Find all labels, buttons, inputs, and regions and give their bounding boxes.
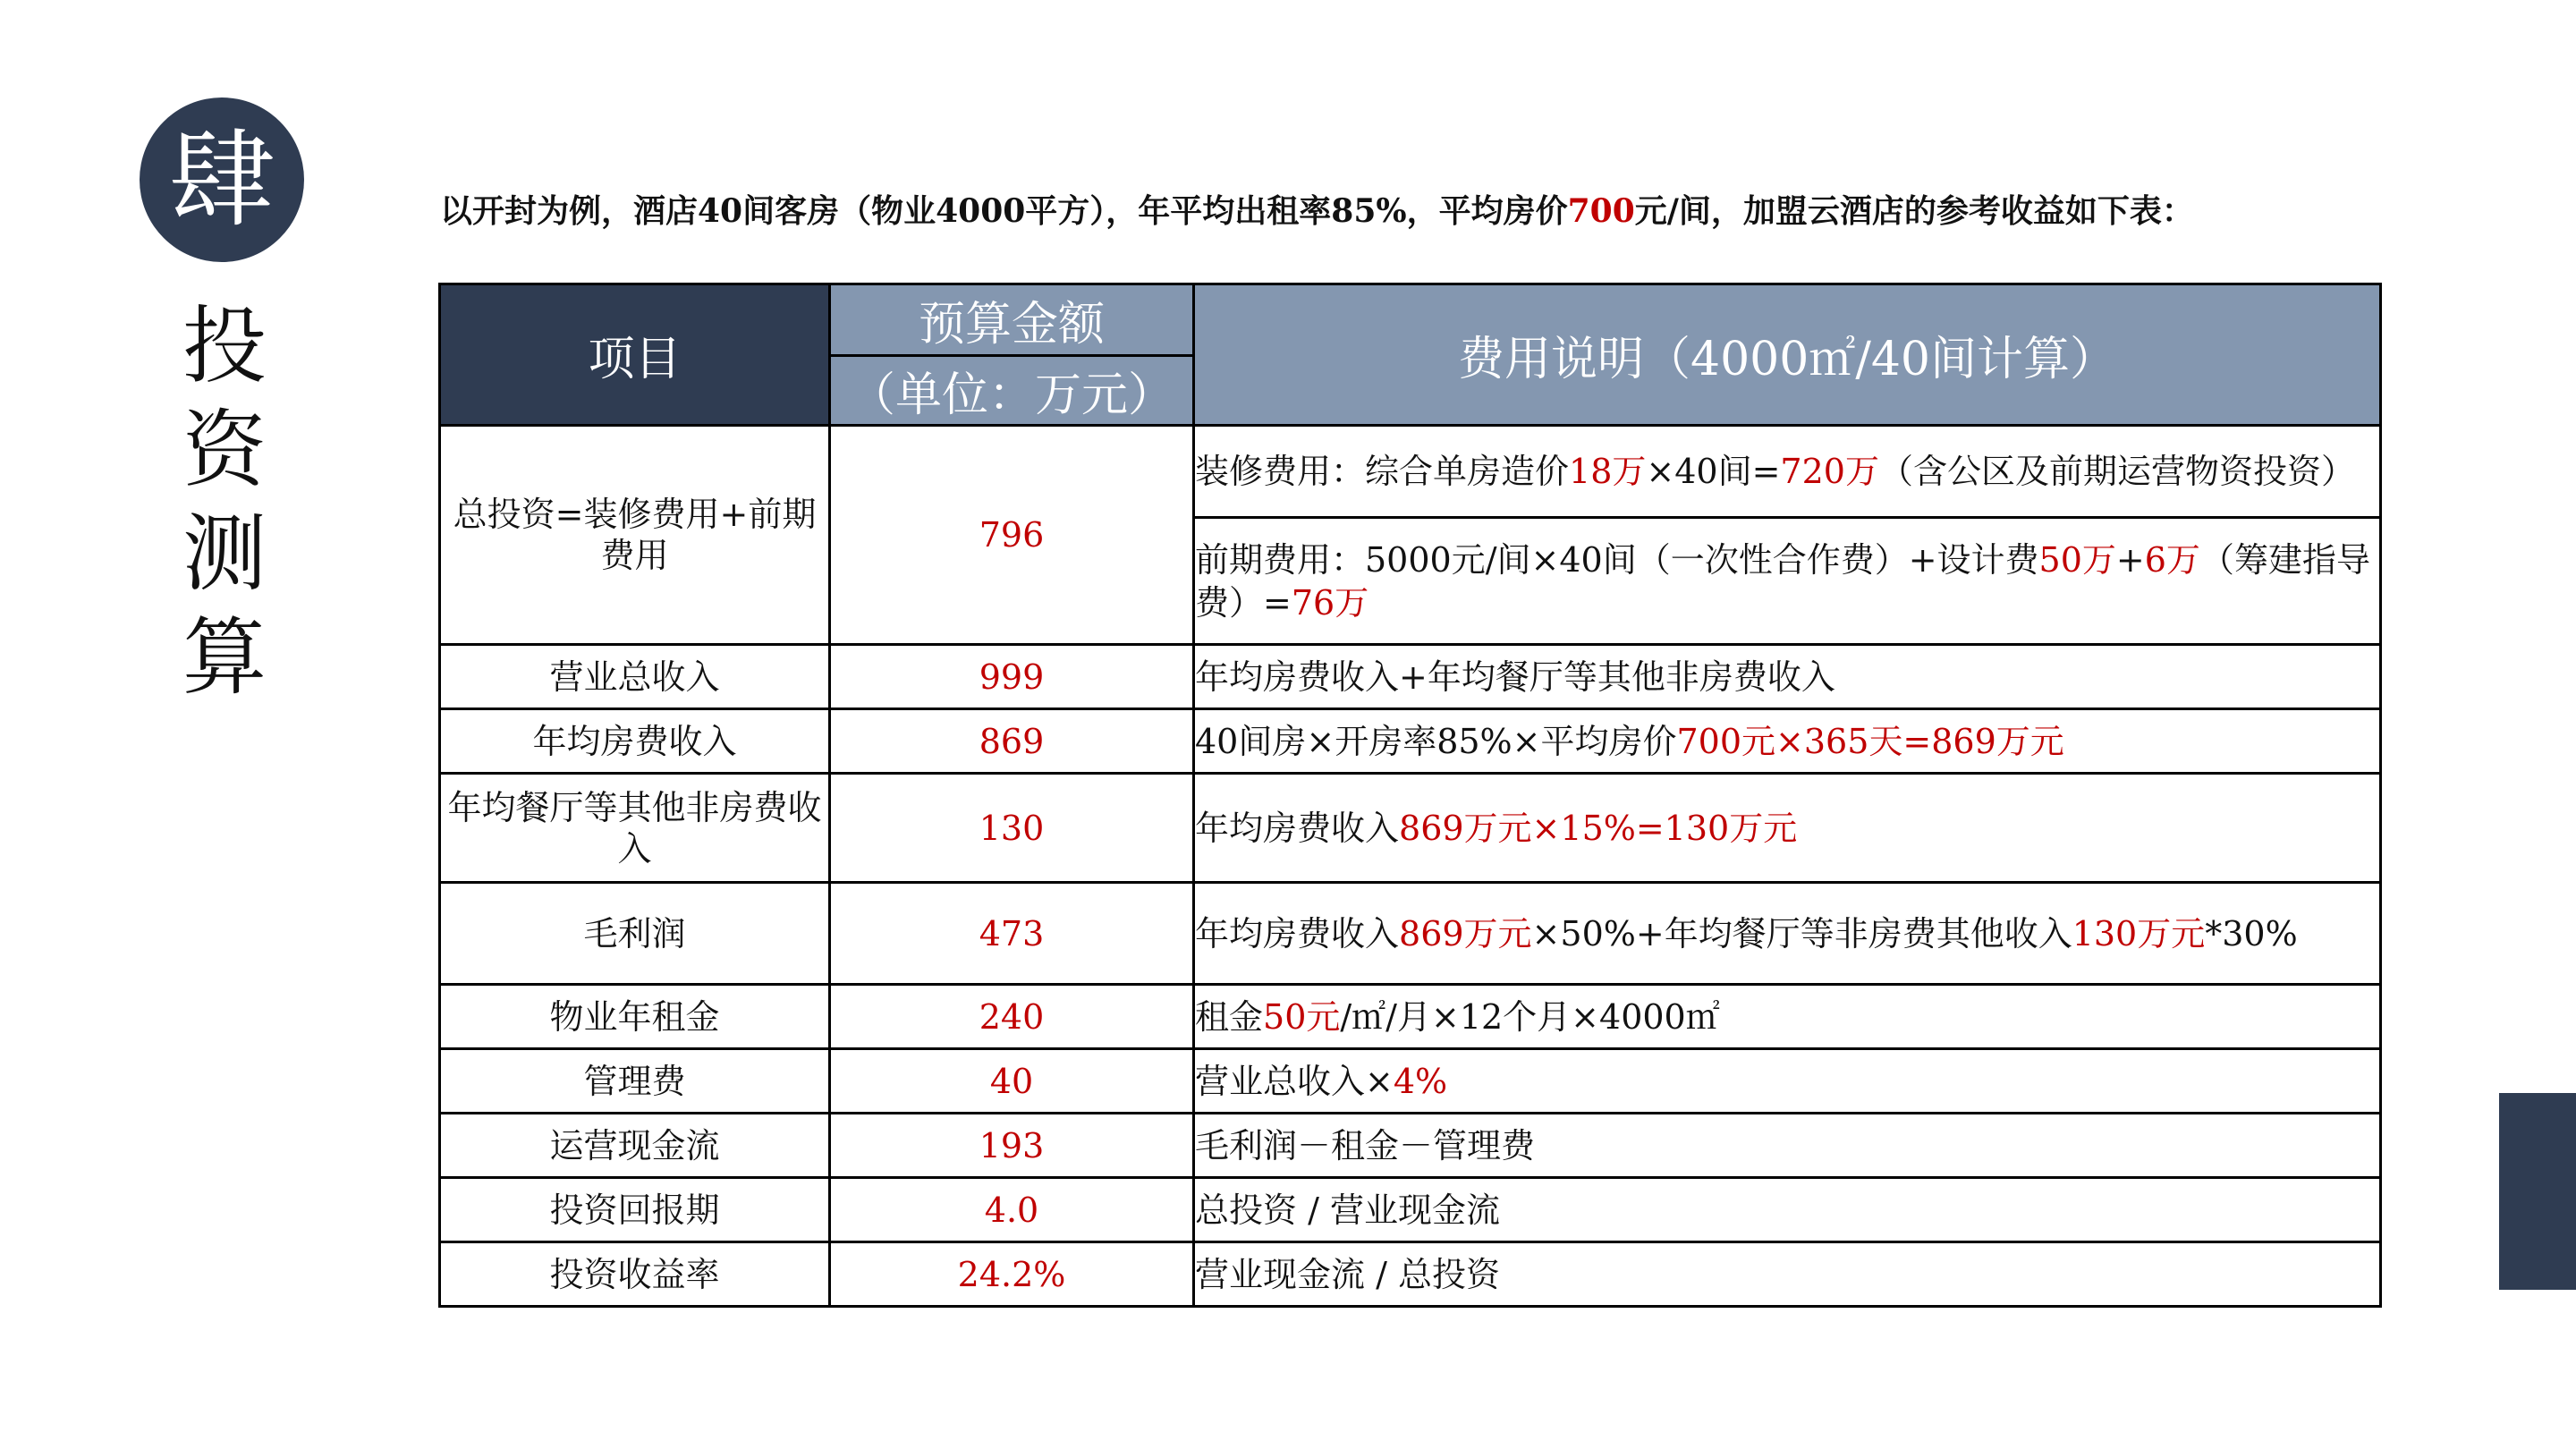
row-budget-value: 4.0 [830,1178,1194,1242]
row-budget-value: 193 [830,1114,1194,1178]
desc-run-highlight: 50元 [1263,996,1341,1037]
row-item-label: 年均餐厅等其他非房费收入 [440,774,830,883]
desc-run-text: 营业现金流 / 总投资 [1195,1254,1500,1294]
intro-run-highlight: 700 [1567,192,1635,230]
row-item-label: 管理费 [440,1049,830,1114]
desc-run-text: ×50%+年均餐厅等非房费其他收入 [1531,913,2072,953]
desc-run-highlight: 700元×365天=869万元 [1676,721,2064,761]
desc-run-text: 毛利润－租金－管理费 [1195,1125,1536,1165]
row-item-label: 投资回报期 [440,1178,830,1242]
desc-run-highlight: 50万 [2038,539,2116,580]
row-item-label: 年均房费收入 [440,709,830,774]
desc-run-text: 营业总收入× [1195,1061,1394,1101]
desc-run-highlight: 76万 [1291,582,1369,623]
row-description [1194,985,2381,1049]
side-title-char: 投 [182,298,267,395]
budget-table [438,283,2382,1308]
intro-text [440,188,2444,234]
desc-run-highlight: 4% [1393,1061,1448,1101]
row-item-label: 毛利润 [440,883,830,985]
row-description [1194,518,2381,645]
desc-run-text: 总投资 / 营业现金流 [1195,1190,1500,1230]
table-row [440,709,2381,774]
table-row [440,1178,2381,1242]
row-description [1194,645,2381,709]
desc-run-text: 年均房费收入 [1195,808,1400,848]
side-title [175,295,274,710]
table-row [440,774,2381,883]
intro-run-text: 以开封为例，酒店40间客房（物业4000平方），年平均出租率85%，平均房价 [440,192,1568,230]
row-budget-value: 796 [830,426,1194,645]
desc-run-highlight: 869万元 [1399,913,1532,953]
row-item-label: 物业年租金 [440,985,830,1049]
row-description [1194,883,2381,985]
desc-run-highlight: 130万元 [2072,913,2206,953]
table-row [440,1114,2381,1178]
row-description [1194,426,2381,518]
header-budget: 预算金额 [830,284,1194,356]
table-row [440,426,2381,518]
row-budget-value: 240 [830,985,1194,1049]
desc-run-text: ×40间= [1646,452,1781,491]
row-budget-value: 869 [830,709,1194,774]
table-row [440,1242,2381,1307]
desc-run-highlight: 720万 [1780,452,1879,491]
side-title-char: 测 [182,505,267,603]
row-budget-value: 130 [830,774,1194,883]
desc-run-text: *30% [2205,913,2298,953]
desc-run-text: 40间房×开房率85%×平均房价 [1195,721,1677,761]
row-description [1194,774,2381,883]
row-budget-value: 24.2% [830,1242,1194,1307]
header-unit: （单位：万元） [830,356,1194,426]
corner-accent-block [2499,1093,2576,1290]
desc-run-text: 装修费用：综合单房造价 [1195,452,1570,491]
desc-run-text: 租金 [1195,996,1264,1037]
row-budget-value: 473 [830,883,1194,985]
desc-run-text: 年均房费收入 [1195,913,1400,953]
header-description: 费用说明（4000㎡/40间计算） [1194,284,2381,426]
row-description [1194,1049,2381,1114]
row-item-label: 投资收益率 [440,1242,830,1307]
row-budget-value: 999 [830,645,1194,709]
row-description [1194,1242,2381,1307]
section-badge [140,97,304,262]
row-item-label: 总投资=装修费用+前期费用 [440,426,830,645]
desc-run-highlight: 6万 [2144,539,2200,580]
desc-run-text: 前期费用：5000元/间×40间（一次性合作费）+设计费 [1195,539,2039,580]
desc-run-text: /㎡/月×12个月×4000㎡ [1340,996,1720,1037]
intro-run-text: 元/间，加盟云酒店的参考收益如下表： [1634,192,2194,230]
desc-run-text: （筹建指导费）= [1195,539,2370,623]
desc-run-highlight: 869万元×15%=130万元 [1399,808,1798,848]
row-description [1194,1114,2381,1178]
row-item-label: 营业总收入 [440,645,830,709]
desc-run-text: （含公区及前期运营物资投资） [1878,452,2355,491]
row-description [1194,709,2381,774]
header-item: 项目 [440,284,830,426]
section-number: 肆 [168,118,275,242]
side-title-char: 算 [182,609,267,707]
row-item-label: 运营现金流 [440,1114,830,1178]
row-budget-value: 40 [830,1049,1194,1114]
row-description [1194,1178,2381,1242]
table-row [440,883,2381,985]
desc-run-highlight: 18万 [1569,452,1647,491]
desc-run-text: 年均房费收入+年均餐厅等其他非房费收入 [1195,657,1835,697]
table-row [440,985,2381,1049]
table-row [440,1049,2381,1114]
table-row [440,645,2381,709]
desc-run-text: + [2115,539,2145,580]
side-title-char: 资 [182,402,267,499]
